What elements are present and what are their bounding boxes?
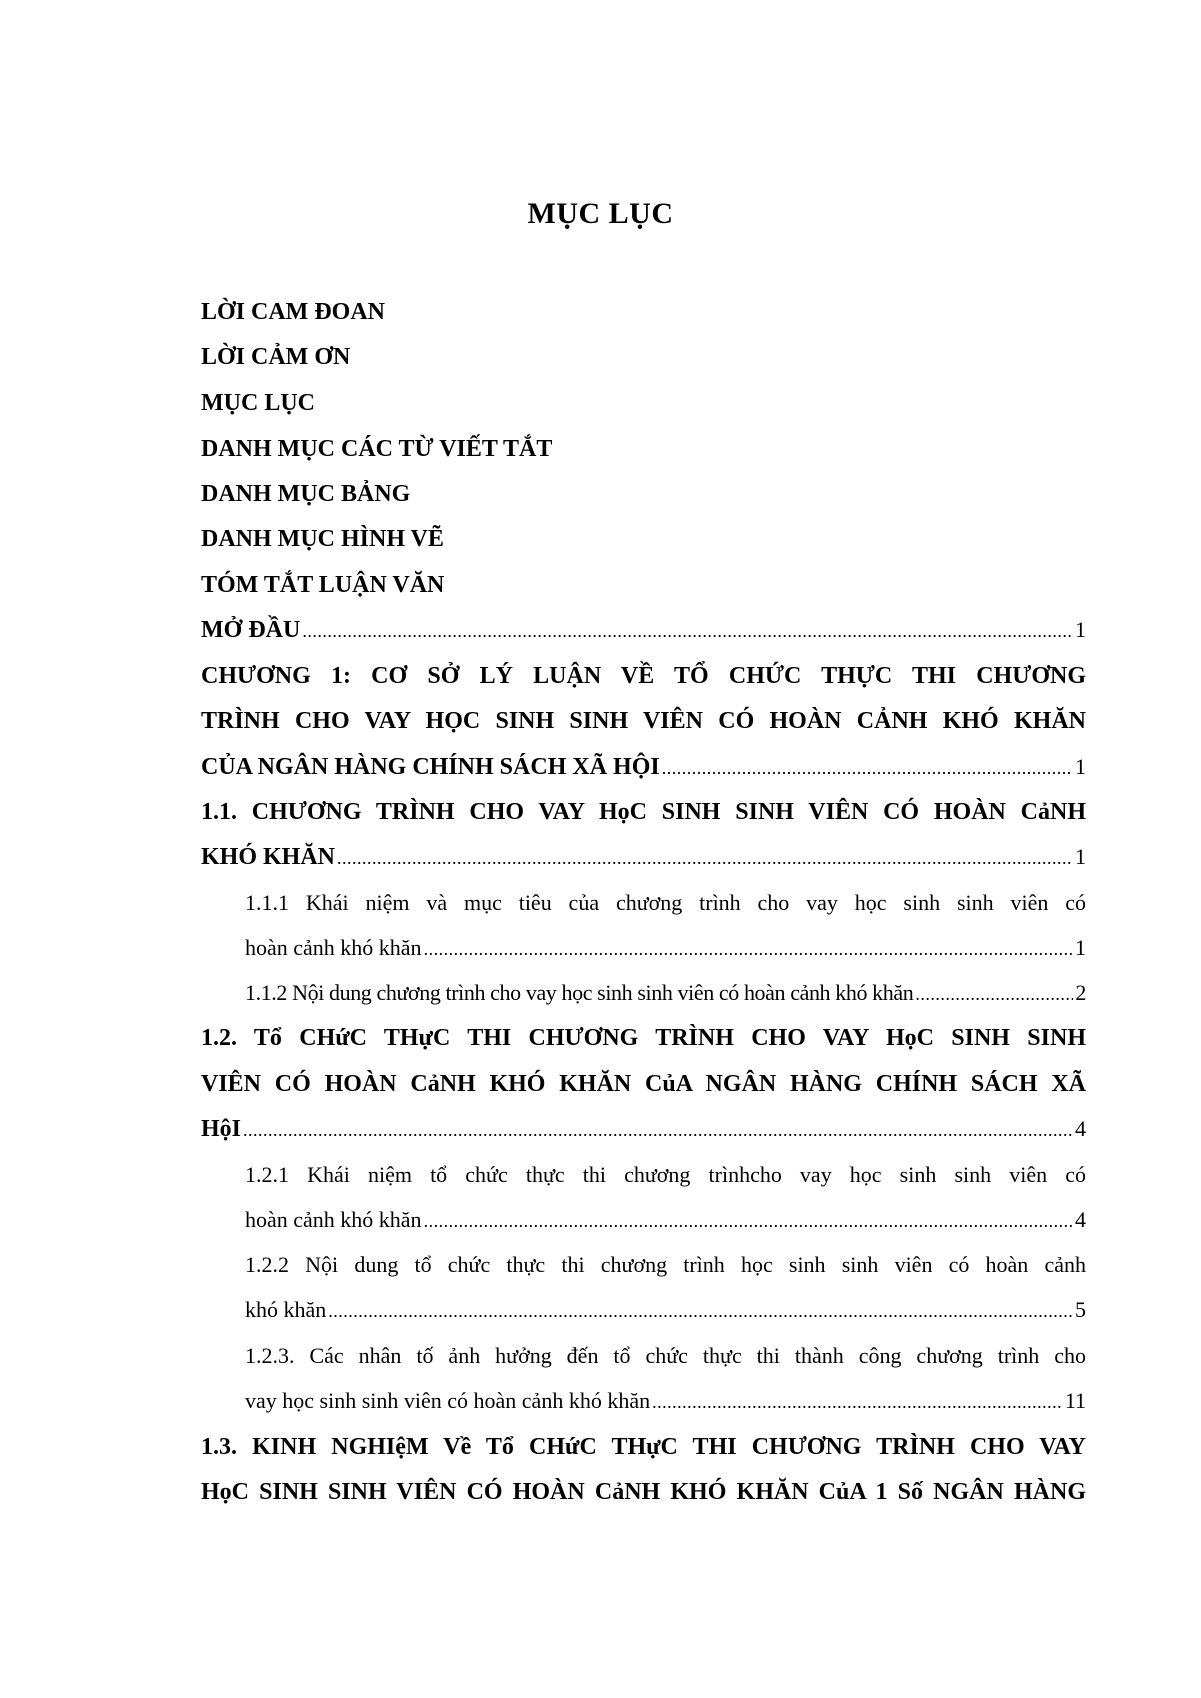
toc-item-list-of-tables: DANH MỤC BẢNG	[201, 481, 411, 507]
toc-section-1-2-3-line-2	[245, 1384, 1086, 1419]
toc-item-introduction	[201, 613, 1086, 648]
toc-entry-label: hoàn cảnh khó khăn	[245, 1207, 422, 1232]
toc-page-number: 2	[1075, 980, 1086, 1005]
toc-chapter-1-line-3	[201, 750, 1086, 785]
toc-section-1-1-line-2	[201, 840, 1086, 875]
toc-section-1-2-1-line-2	[245, 1203, 1086, 1238]
toc-leader-dots	[652, 1385, 1063, 1419]
toc-section-1-2-3-line-1: 1.2.3. Các nhân tố ảnh hưởng đến tổ chức thực thi thành công chương trình cho	[245, 1343, 1086, 1368]
toc-entry-label: CỦA NGÂN HÀNG CHÍNH SÁCH XÃ HỘI	[201, 754, 660, 780]
toc-chapter-1-line-1: CHƯƠNG 1: CƠ SỞ LÝ LUẬN VỀ TỔ CHỨC THỰC THI CHƯƠNG	[201, 663, 1086, 689]
toc-leader-dots	[915, 977, 1073, 1011]
toc-leader-dots	[302, 614, 1073, 648]
toc-entry-label: KHÓ KHĂN	[201, 844, 336, 870]
toc-item-abbreviations: DANH MỤC CÁC TỪ VIẾT TẮT	[201, 436, 553, 462]
toc-entry-label: khó khăn	[245, 1297, 327, 1322]
toc-section-1-2-line-3	[201, 1112, 1086, 1147]
toc-section-1-2-2-line-1: 1.2.2 Nội dung tổ chức thực thi chương trình học sinh sinh viên có hoàn cảnh	[245, 1252, 1086, 1277]
toc-section-1-3-line-1: 1.3. KINH NGHIệM Về Tổ CHứC THựC THI CHƯƠNG TRÌNH CHO VAY	[201, 1434, 1086, 1460]
toc-item-loi-cam-doan: LỜI CAM ĐOAN	[201, 299, 385, 325]
toc-leader-dots	[424, 932, 1073, 966]
toc-item-muc-luc: MỤC LỤC	[201, 390, 315, 416]
toc-leader-dots	[243, 1113, 1073, 1147]
toc-item-loi-cam-on: LỜI CẢM ƠN	[201, 344, 351, 370]
toc-page-number: 4	[1075, 1207, 1086, 1232]
toc-section-1-2-2-line-2	[245, 1293, 1086, 1328]
toc-section-1-1-1-line-2	[245, 931, 1086, 966]
toc-section-1-3-line-2: HọC SINH SINH VIÊN CÓ HOÀN CảNH KHÓ KHĂN CủA 1 Số NGÂN HÀNG	[201, 1479, 1086, 1505]
toc-leader-dots	[337, 841, 1073, 875]
toc-page-number: 11	[1064, 1388, 1086, 1413]
toc-leader-dots	[424, 1204, 1073, 1238]
toc-chapter-1-line-2: TRÌNH CHO VAY HỌC SINH SINH VIÊN CÓ HOÀN CẢNH KHÓ KHĂN	[201, 708, 1086, 734]
toc-page-number: 1	[1075, 617, 1086, 642]
toc-entry-label: hoàn cảnh khó khăn	[245, 935, 422, 960]
toc-entry-label: 1.1.2 Nội dung chương trình cho vay học sinh sinh viên có hoàn cảnh khó khăn	[245, 980, 914, 1005]
toc-leader-dots	[328, 1294, 1073, 1328]
toc-page-number: 4	[1075, 1116, 1086, 1141]
page-title: MỤC LỤC	[527, 197, 674, 230]
toc-leader-dots	[662, 751, 1073, 785]
toc-item-summary: TÓM TẮT LUẬN VĂN	[201, 572, 445, 598]
toc-entry-label: MỞ ĐẦU	[201, 617, 301, 643]
toc-entry-label: vay học sinh sinh viên có hoàn cảnh khó khăn	[245, 1388, 651, 1413]
toc-page-number: 5	[1075, 1297, 1086, 1322]
toc-section-1-2-line-1: 1.2. Tổ CHứC THựC THI CHƯƠNG TRÌNH CHO VAY HọC SINH SINH	[201, 1025, 1086, 1051]
toc-page-number: 1	[1075, 935, 1086, 960]
toc-section-1-1-2	[245, 976, 1086, 1011]
toc-page-number: 1	[1075, 844, 1086, 869]
toc-section-1-1-line-1: 1.1. CHƯƠNG TRÌNH CHO VAY HọC SINH SINH VIÊN CÓ HOÀN CảNH	[201, 799, 1086, 825]
toc-section-1-1-1-line-1: 1.1.1 Khái niệm và mục tiêu của chương trình cho vay học sinh sinh viên có	[245, 890, 1086, 915]
toc-section-1-2-line-2: VIÊN CÓ HOÀN CảNH KHÓ KHĂN CủA NGÂN HÀNG CHÍNH SÁCH XÃ	[201, 1071, 1086, 1097]
toc-page-number: 1	[1075, 754, 1086, 779]
toc-item-list-of-figures: DANH MỤC HÌNH VẼ	[201, 526, 444, 552]
toc-entry-label: HộI	[201, 1116, 242, 1142]
toc-section-1-2-1-line-1: 1.2.1 Khái niệm tổ chức thực thi chương trìnhcho vay học sinh sinh viên có	[245, 1162, 1086, 1187]
